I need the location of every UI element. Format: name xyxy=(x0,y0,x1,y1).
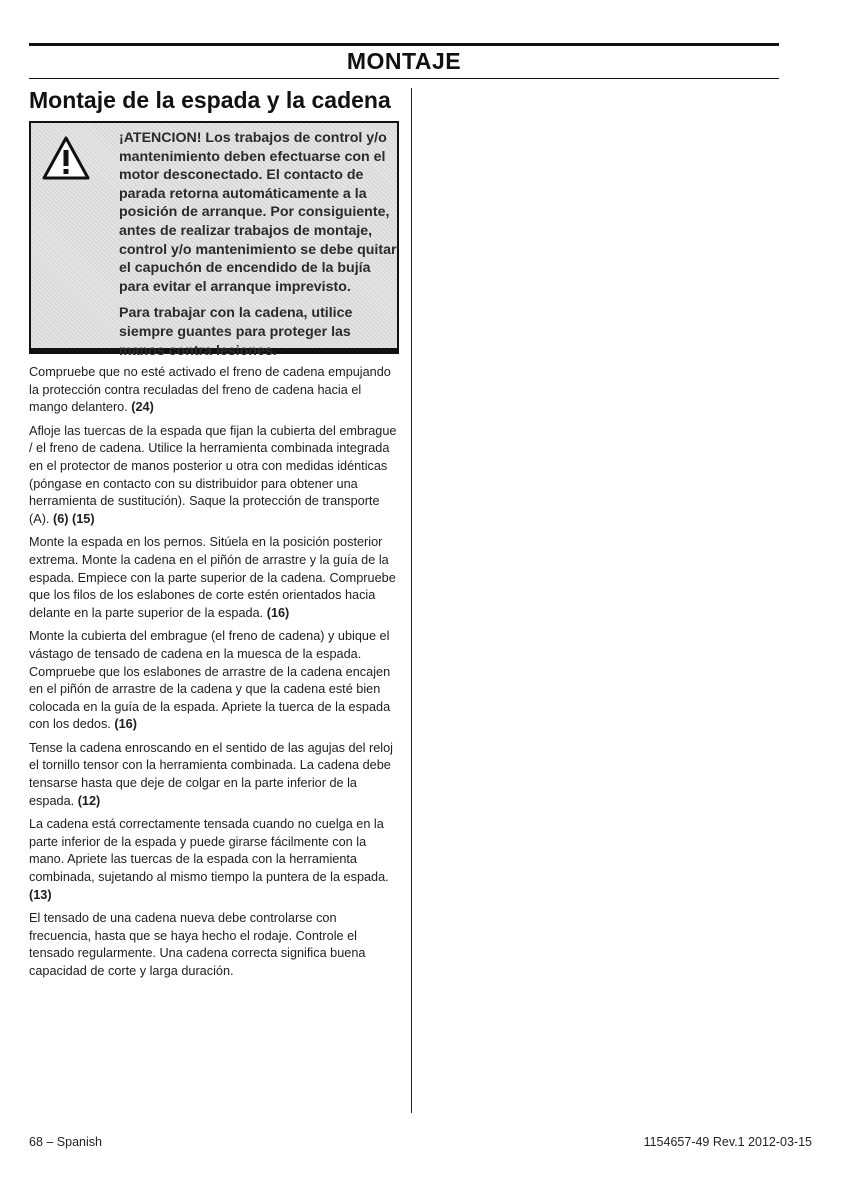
figure-ref: (24) xyxy=(131,400,154,415)
warning-paragraph-1: ¡ATENCION! Los trabajos de control y/o mantenimiento deben efectuarse con el motor desconectado. El contacto de parada retorna automáticamente a la posición de arranque. Por consiguiente, antes de realizar trabajos de montaje, control y/o mantenimiento se debe quitar el capuchón de encendido de la bujía para evitar el arranque imprevisto. xyxy=(119,130,397,295)
warning-triangle-icon xyxy=(41,135,91,181)
instruction-paragraph: Tense la cadena enroscando en el sentido de las agujas del reloj el tornillo tensor con la herramienta combinada. La cadena debe tensarse hasta que deje de colgar en la parte inferior de la espada. (12) xyxy=(29,740,393,808)
warning-paragraph-2: Para trabajar con la cadena, utilice siempre guantes para proteger las manos contra lesiones. xyxy=(119,305,353,359)
footer-doc-ref: 1154657-49 Rev.1 2012-03-15 xyxy=(643,1135,812,1149)
warning-text xyxy=(119,129,399,368)
figure-ref: (13) xyxy=(29,887,52,902)
figure-ref: (6) (15) xyxy=(52,511,95,526)
figure-ref: (12) xyxy=(77,793,101,808)
instruction-paragraph: Monte la espada en los pernos. Sitúela en la posición posterior extrema. Monte la cadena en el piñón de arrastre y la guía de la espada. Empiece con la parte superior de la cadena. Compruebe que los filos de los eslabones de corte estén orientados hacia delante en la parte superior de la espada. (16) xyxy=(29,535,396,620)
instruction-paragraph: La cadena está correctamente tensada cuando no cuelga en la parte inferior de la espada y puede girarse fácilmente con la mano. Apriete las tuercas de la espada con la herramienta combinada, sujetando al mismo tiempo la puntera de la espada. (13) xyxy=(29,817,389,902)
instruction-paragraph: Monte la cubierta del embrague (el freno de cadena) y ubique el vástago de tensado de cadena en la muesca de la espada. Compruebe que los eslabones de arrastre de la cadena encajen en el piñón de arrastre de la cadena y que la cadena esté bien colocada en la guía de la espada. Apriete la tuerca de la espada con los dedos. (16) xyxy=(29,629,391,732)
instructions-body xyxy=(29,364,401,987)
figure-ref: (16) xyxy=(114,717,137,732)
header-bottom-rule xyxy=(29,78,779,79)
figure-ref: (16) xyxy=(266,605,290,620)
page-heading: Montaje de la espada y la cadena xyxy=(29,87,391,113)
column-divider xyxy=(411,88,412,1113)
footer-page-label: 68 – Spanish xyxy=(29,1135,102,1149)
section-title: MONTAJE xyxy=(346,48,462,74)
instruction-paragraph: Compruebe que no esté activado el freno de cadena empujando la protección contra reculadas del freno de cadena hacia el mango delantero. (24) xyxy=(29,365,391,415)
instruction-paragraph: Afloje las tuercas de la espada que fijan la cubierta del embrague / el freno de cadena. Utilice la herramienta combinada integrada en el protector de manos posterior u otra con medidas idénticas (póngase en contacto con su distribuidor para obtener una herramienta de sustitución). Saque la protección de transporte (A). (6) (15) xyxy=(29,423,397,526)
header-top-rule xyxy=(29,43,779,46)
warning-box xyxy=(29,121,399,359)
instruction-paragraph: El tensado de una cadena nueva debe controlarse con frecuencia, hasta que se haya hecho el rodaje. Controle el tensado regularmente. Una cadena correcta significa buena capacidad de corte y larga duración. xyxy=(29,911,366,978)
